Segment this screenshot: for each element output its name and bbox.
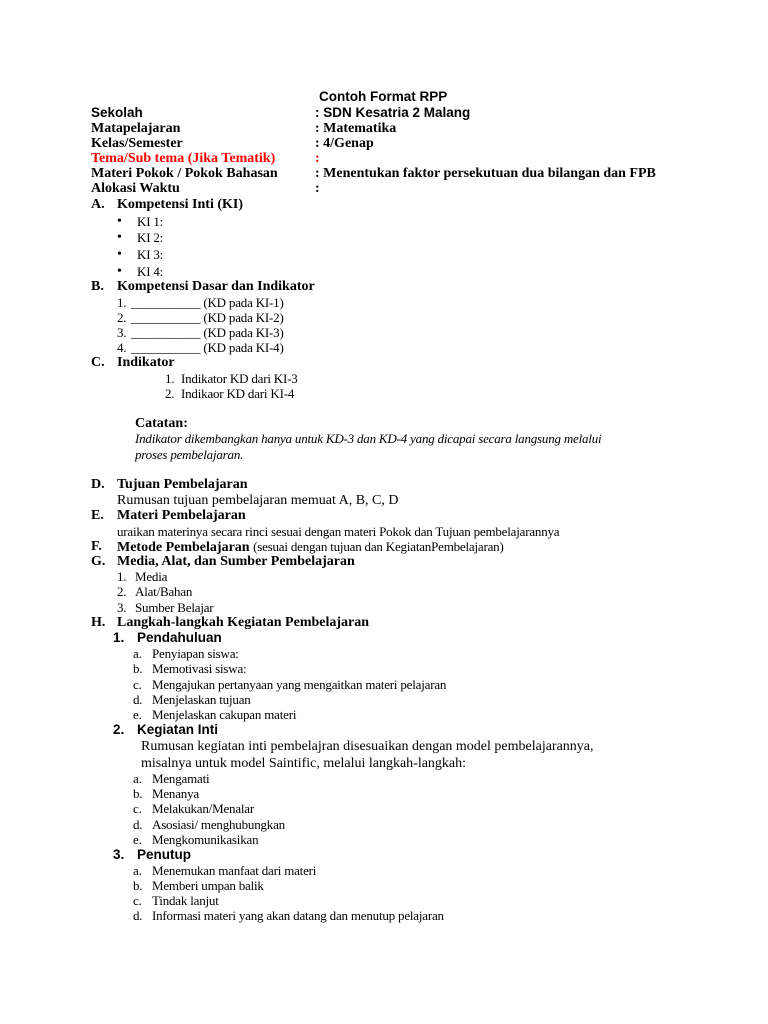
- section-d-body: Rumusan tujuan pembelajaran memuat A, B, C, D: [117, 493, 399, 508]
- list-num: 3.: [117, 325, 127, 340]
- list-letter: d.: [133, 908, 143, 923]
- list-item: Menanya: [152, 786, 199, 801]
- section-g-letter: G.: [91, 554, 106, 569]
- list-letter: b.: [133, 786, 143, 801]
- list-item: KI 3:: [137, 247, 164, 262]
- list-item: Memberi umpan balik: [152, 878, 264, 893]
- list-num: 2.: [117, 584, 127, 599]
- list-letter: c.: [133, 801, 142, 816]
- section-c-title: Indikator: [117, 355, 175, 370]
- subsection-title: Penutup: [137, 847, 191, 862]
- bullet-icon: •: [117, 230, 122, 245]
- subsection-num: 1.: [113, 630, 125, 645]
- meta-value-sekolah: : SDN Kesatria 2 Malang: [315, 105, 471, 120]
- list-letter: e.: [133, 832, 142, 847]
- meta-value-mapel: : Matematika: [315, 121, 397, 136]
- section-b-title: Kompetensi Dasar dan Indikator: [117, 279, 315, 294]
- list-item: Penyiapan siswa:: [152, 646, 239, 661]
- section-c-letter: C.: [91, 355, 105, 370]
- section-f-title: Metode Pembelajaran: [117, 540, 250, 555]
- meta-label-mapel: Matapelajaran: [91, 121, 181, 136]
- section-f-body: (sesuai dengan tujuan dan KegiatanPembelajaran): [253, 539, 504, 554]
- list-num: 2.: [117, 310, 127, 325]
- list-item: Memotivasi siswa:: [152, 661, 247, 676]
- note-label: Catatan:: [135, 416, 188, 431]
- list-item: ___________ (KD pada KI-3): [131, 325, 284, 340]
- subsection-title: Kegiatan Inti: [137, 722, 219, 737]
- note-text: proses pembelajaran.: [135, 447, 244, 462]
- list-item: Mengamati: [152, 771, 210, 786]
- section-d-title: Tujuan Pembelajaran: [117, 477, 248, 492]
- meta-value-materi: : Menentukan faktor persekutuan dua bilangan dan FPB: [315, 166, 656, 181]
- list-item: Mengkomunikasikan: [152, 832, 259, 847]
- list-letter: e.: [133, 707, 142, 722]
- list-item: Menjelaskan cakupan materi: [152, 707, 297, 722]
- list-letter: a.: [133, 863, 142, 878]
- meta-label-kelas: Kelas/Semester: [91, 136, 183, 151]
- subsection-num: 2.: [113, 722, 125, 737]
- meta-label-sekolah: Sekolah: [91, 105, 143, 120]
- bullet-icon: •: [117, 264, 122, 279]
- list-item: Melakukan/Menalar: [152, 801, 255, 816]
- list-num: 2.: [165, 386, 175, 401]
- page-title: Contoh Format RPP: [319, 89, 448, 104]
- meta-value-alokasi: :: [315, 181, 320, 196]
- section-d-letter: D.: [91, 477, 105, 492]
- list-letter: a.: [133, 646, 142, 661]
- list-item: Indikaor KD dari KI-4: [181, 386, 295, 401]
- meta-label-alokasi: Alokasi Waktu: [91, 181, 180, 196]
- list-item: KI 1:: [137, 214, 164, 229]
- list-item: KI 2:: [137, 230, 164, 245]
- subsection-num: 3.: [113, 847, 125, 862]
- list-letter: c.: [133, 893, 142, 908]
- list-item: KI 4:: [137, 264, 164, 279]
- list-item: ___________ (KD pada KI-2): [131, 310, 284, 325]
- section-e-title: Materi Pembelajaran: [117, 508, 246, 523]
- section-a-letter: A.: [91, 197, 105, 212]
- list-num: 1.: [165, 371, 175, 386]
- section-e-body: uraikan materinya secara rinci sesuai dengan materi Pokok dan Tujuan pembelajarannya: [117, 524, 560, 539]
- meta-label-materi: Materi Pokok / Pokok Bahasan: [91, 166, 278, 181]
- list-item: Media: [135, 569, 168, 584]
- list-letter: b.: [133, 878, 143, 893]
- list-num: 1.: [117, 295, 127, 310]
- list-num: 1.: [117, 569, 127, 584]
- list-item: Tindak lanjut: [152, 893, 219, 908]
- list-item: Informasi materi yang akan datang dan menutup pelajaran: [152, 908, 444, 923]
- section-h-title: Langkah-langkah Kegiatan Pembelajaran: [117, 615, 370, 630]
- section-b-letter: B.: [91, 279, 104, 294]
- list-letter: d.: [133, 817, 143, 832]
- list-item: Asosiasi/ menghubungkan: [152, 817, 285, 832]
- section-h-letter: H.: [91, 615, 106, 630]
- list-letter: a.: [133, 771, 142, 786]
- meta-label-tema: Tema/Sub tema (Jika Tematik): [91, 151, 276, 166]
- bullet-icon: •: [117, 247, 122, 262]
- list-item: Indikator KD dari KI-3: [181, 371, 298, 386]
- bullet-icon: •: [117, 214, 122, 229]
- section-a-title: Kompetensi Inti (KI): [117, 197, 243, 212]
- list-item: Alat/Bahan: [135, 584, 193, 599]
- list-letter: b.: [133, 661, 143, 676]
- list-item: Menjelaskan tujuan: [152, 692, 251, 707]
- list-item: Sumber Belajar: [135, 600, 214, 615]
- list-item: ___________ (KD pada KI-1): [131, 295, 284, 310]
- list-num: 4.: [117, 340, 127, 355]
- subsection-intro: misalnya untuk model Saintific, melalui langkah-langkah:: [141, 756, 467, 771]
- subsection-intro: Rumusan kegiatan inti pembelajran disesuaikan dengan model pembelajarannya,: [141, 739, 594, 754]
- section-g-title: Media, Alat, dan Sumber Pembelajaran: [117, 554, 355, 569]
- list-item: Mengajukan pertanyaan yang mengaitkan materi pelajaran: [152, 677, 447, 692]
- meta-value-tema: :: [315, 151, 320, 166]
- section-f-letter: F.: [91, 539, 102, 554]
- meta-value-kelas: : 4/Genap: [315, 136, 374, 151]
- subsection-title: Pendahuluan: [137, 630, 222, 645]
- list-item: Menemukan manfaat dari materi: [152, 863, 317, 878]
- list-letter: d.: [133, 692, 143, 707]
- list-letter: c.: [133, 677, 142, 692]
- list-item: ___________ (KD pada KI-4): [131, 340, 284, 355]
- section-e-letter: E.: [91, 508, 104, 523]
- list-num: 3.: [117, 600, 127, 615]
- note-text: Indikator dikembangkan hanya untuk KD-3 dan KD-4 yang dicapai secara langsung melalui: [135, 431, 602, 446]
